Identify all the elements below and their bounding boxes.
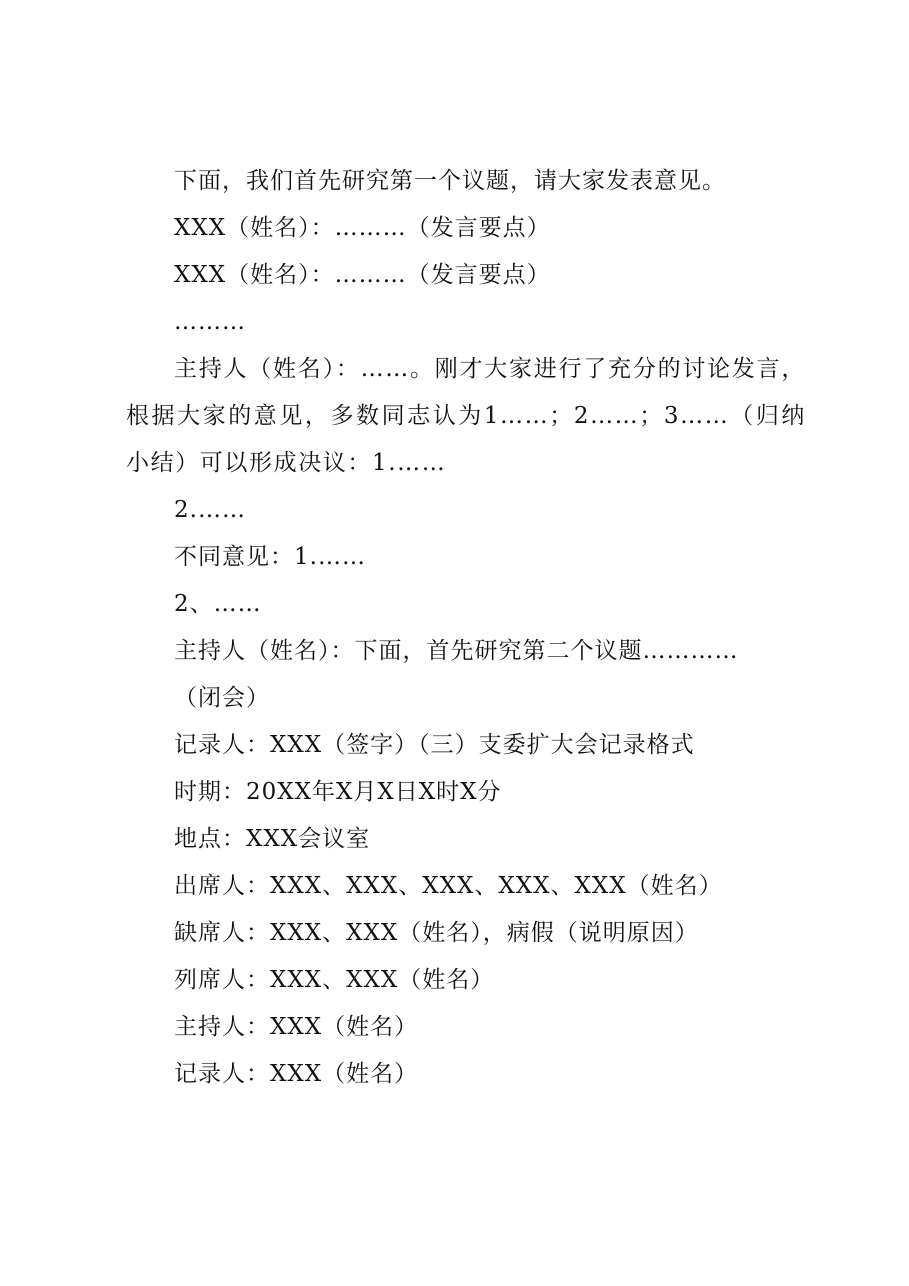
text-line-absentees: 缺席人：XXX、XXX（姓名），病假（说明原因） — [174, 920, 699, 946]
document-body — [126, 158, 806, 1098]
text-line-attendees: 出席人：XXX、XXX、XXX、XXX、XXX（姓名） — [174, 873, 723, 899]
text-line-dissent-2: 2、…… — [174, 591, 262, 617]
text-line-host: 主持人：XXX（姓名） — [174, 1014, 419, 1040]
text-line-recorder: 记录人：XXX（姓名） — [174, 1061, 419, 1087]
text-line-recorder-signature: 记录人：XXX（签字）（三）支委扩大会记录格式 — [174, 732, 695, 758]
text-line-date: 时期：20XX年X月X日X时X分 — [174, 779, 502, 805]
text-line-observers: 列席人：XXX、XXX（姓名） — [174, 967, 495, 993]
text-line-speaker-2: XXX（姓名）：………（发言要点） — [174, 262, 551, 288]
text-line-ellipsis: ……… — [174, 309, 246, 335]
text-line-location: 地点：XXX会议室 — [174, 826, 371, 852]
text-line-first-agenda: 下面，我们首先研究第一个议题，请大家发表意见。 — [174, 168, 726, 194]
text-line-close-meeting: （闭会） — [174, 685, 270, 711]
text-line-dissent-1: 不同意见：1.…… — [174, 544, 366, 570]
text-line-second-agenda: 主持人（姓名）：下面，首先研究第二个议题………… — [174, 638, 739, 664]
summary-paragraph: 主持人（姓名）：……。刚才大家进行了充分的讨论发言，根据大家的意见，多数同志认为1……；2……；3……（归纳小结）可以形成决议：1.…… — [126, 356, 806, 476]
text-line-speaker-1: XXX（姓名）：………（发言要点） — [174, 215, 551, 241]
text-line-resolution-2: 2.…… — [174, 497, 246, 523]
